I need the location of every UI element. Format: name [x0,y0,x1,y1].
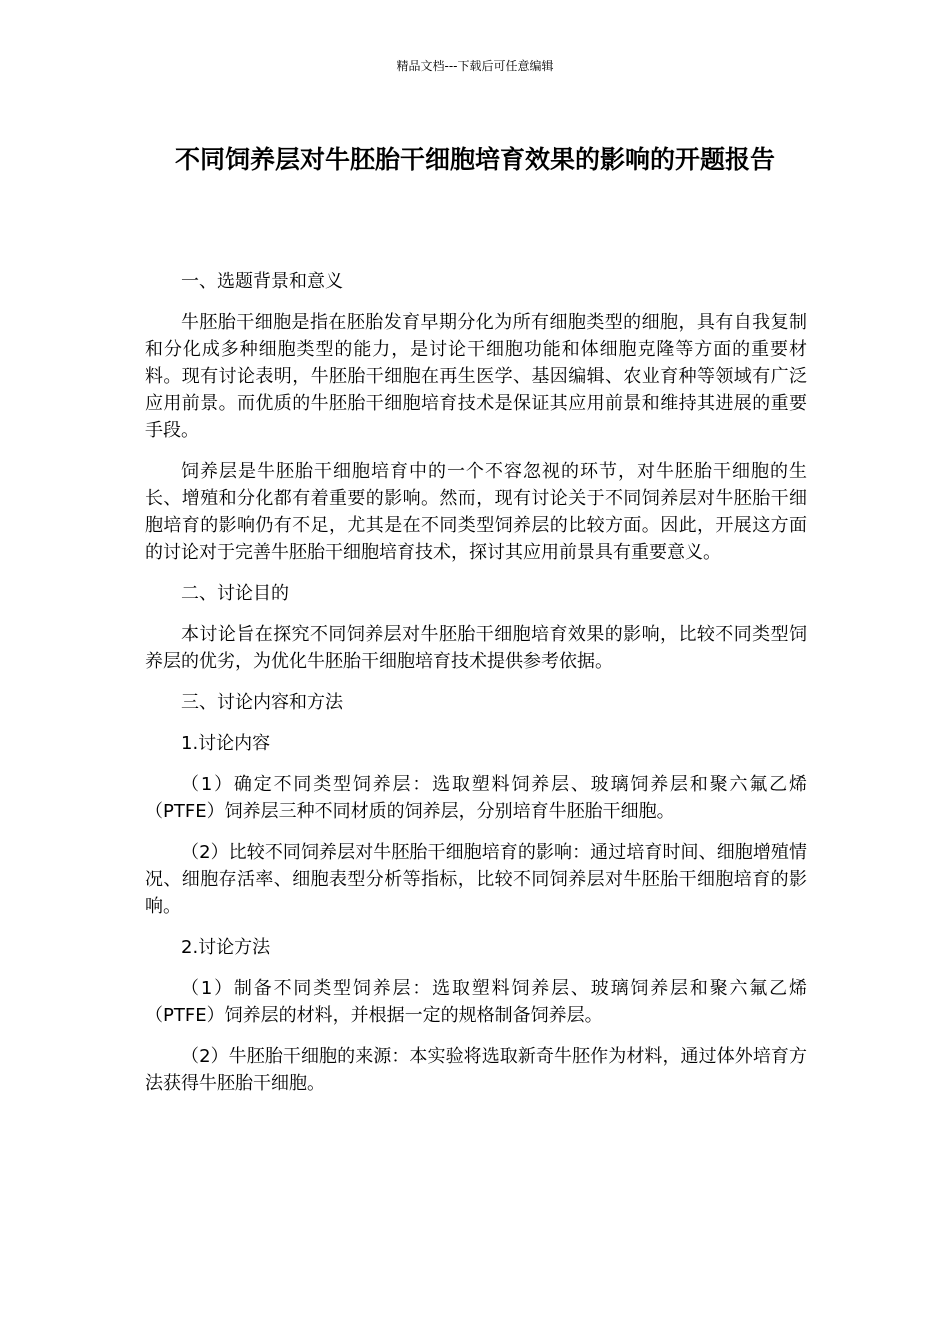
paragraph-methods-1: （1）制备不同类型饲养层：选取塑料饲养层、玻璃饲养层和聚六氟乙烯（PTFE）饲养层的材料，并根据一定的规格制备饲养层。 [145,978,807,1026]
paragraph-background-2: 饲养层是牛胚胎干细胞培育中的一个不容忽视的环节，对牛胚胎干细胞的生长、增殖和分化都有着重要的影响。然而，现有讨论关于不同饲养层对牛胚胎干细胞培育的影响仍有不足，尤其是在不同类型饲养层的比较方面。因此，开展这方面的讨论对于完善牛胚胎干细胞培育技术，探讨其应用前景具有重要意义。 [145,461,807,563]
paragraph-methods-2: （2）牛胚胎干细胞的来源：本实验将选取新奇牛胚作为材料，通过体外培育方法获得牛胚胎干细胞。 [145,1046,807,1094]
document-title: 不同饲养层对牛胚胎干细胞培育效果的影响的开题报告 [174,145,775,174]
subheading-content: 1.讨论内容 [181,733,271,754]
paragraph-content-1: （1）确定不同类型饲养层：选取塑料饲养层、玻璃饲养层和聚六氟乙烯（PTFE）饲养层三种不同材质的饲养层，分别培育牛胚胎干细胞。 [145,774,807,822]
subheading-methods: 2.讨论方法 [181,937,271,958]
header-note: 精品文档---下载后可任意编辑 [396,59,554,73]
paragraph-purpose: 本讨论旨在探究不同饲养层对牛胚胎干细胞培育效果的影响，比较不同类型饲养层的优劣，为优化牛胚胎干细胞培育技术提供参考依据。 [145,624,807,672]
paragraph-content-2: （2）比较不同饲养层对牛胚胎干细胞培育的影响：通过培育时间、细胞增殖情况、细胞存活率、细胞表型分析等指标，比较不同饲养层对牛胚胎干细胞培育的影响。 [145,842,807,917]
section-heading-content-methods: 三、讨论内容和方法 [181,692,343,713]
section-heading-background: 一、选题背景和意义 [181,271,343,292]
section-heading-purpose: 二、讨论目的 [181,583,289,604]
paragraph-background-1: 牛胚胎干细胞是指在胚胎发育早期分化为所有细胞类型的细胞，具有自我复制和分化成多种细胞类型的能力，是讨论干细胞功能和体细胞克隆等方面的重要材料。现有讨论表明，牛胚胎干细胞在再生医学、基因编辑、农业育种等领域有广泛应用前景。而优质的牛胚胎干细胞培育技术是保证其应用前景和维持其进展的重要手段。 [145,312,807,441]
document-body [145,268,807,1111]
